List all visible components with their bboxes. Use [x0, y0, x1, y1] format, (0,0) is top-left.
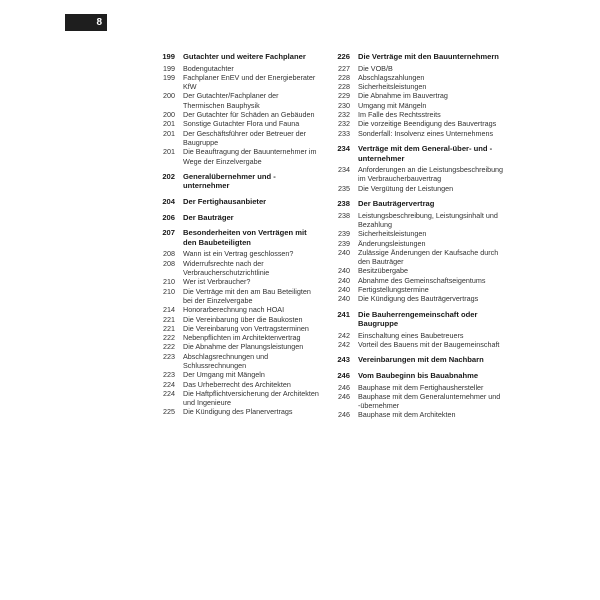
- toc-sub-entry: [155, 352, 320, 371]
- toc-page-number: 234: [337, 143, 350, 153]
- toc-entry-title: Vorteil des Bauens mit der Baugemeinschaft: [358, 340, 500, 350]
- toc-sub-entry: [155, 277, 320, 286]
- toc-entry-title: Die Bauherrengemeinschaft oder Baugruppe: [358, 309, 478, 329]
- toc-entry-title: Anforderungen an die Leistungsbeschreibung im Verbraucherbauvertrag: [358, 165, 504, 184]
- toc-page-number: 210: [163, 277, 175, 287]
- toc-entry-title: Sonstige Gutachter Flora und Fauna: [183, 119, 300, 129]
- toc-sub-entry: [330, 129, 505, 138]
- toc-sub-entry: [330, 64, 505, 73]
- toc-sub-entry: [155, 315, 320, 324]
- toc-entry-title: Zulässige Änderungen der Kaufsache durch den Bauträger: [358, 247, 499, 267]
- toc-entry-title: Sicherheitsleistungen: [358, 229, 427, 239]
- toc-page-number: 239: [338, 229, 350, 239]
- toc-page-number: 228: [338, 82, 350, 92]
- toc-entry-title: Der Gutachter für Schäden an Gebäuden: [183, 110, 315, 120]
- toc-entry-title: Die Verträge mit den am Bau Beteiligten bei der Einzelvergabe: [183, 286, 311, 305]
- toc-page-number: 240: [338, 275, 350, 285]
- toc-page-number: 200: [163, 91, 175, 101]
- page-number: 8: [96, 17, 102, 28]
- toc-chapter-entry: [155, 228, 320, 247]
- toc-page-number: 210: [163, 286, 175, 296]
- toc-page-number: 208: [163, 249, 175, 259]
- toc-page-number: 214: [163, 305, 175, 315]
- toc-entry-title: Sonderfall: Insolvenz eines Unternehmens: [358, 128, 494, 138]
- toc-sub-entry: [330, 410, 505, 419]
- toc-entry-title: Sicherheitsleistungen: [358, 82, 427, 92]
- toc-sub-entry: [330, 294, 505, 303]
- toc-entry-title: Besitzübergabe: [358, 266, 408, 276]
- toc-sub-entry: [330, 248, 505, 267]
- toc-right-column: [330, 52, 505, 420]
- toc-chapter-entry: [330, 371, 505, 381]
- toc-sub-entry: [155, 407, 320, 416]
- toc-sub-entry: [155, 147, 320, 166]
- toc-page-number: 221: [163, 323, 175, 333]
- toc-page-number: 201: [163, 119, 175, 129]
- toc-sub-entry: [330, 392, 505, 411]
- toc-page-number: 232: [338, 110, 350, 120]
- toc-sub-entry: [330, 276, 505, 285]
- toc-page-number: 223: [163, 351, 175, 361]
- toc-page-number: 246: [338, 382, 350, 392]
- toc-entry-title: Generalübernehmer und -unternehmer: [183, 171, 276, 191]
- toc-sub-entry: [330, 266, 505, 275]
- toc-entry-title: Besonderheiten von Verträgen mit den Baubeteiligten: [183, 228, 307, 247]
- toc-sub-entry: [155, 129, 320, 148]
- toc-page-number: 230: [338, 100, 350, 110]
- toc-chapter-entry: [330, 52, 505, 62]
- toc-sub-entry: [155, 91, 320, 110]
- toc-entry-title: Der Bauträgervertrag: [358, 199, 435, 209]
- toc-entry-title: Die Abnahme der Planungsleistungen: [183, 342, 304, 352]
- toc-sub-entry: [330, 340, 505, 349]
- toc-page-number: 221: [163, 314, 175, 324]
- toc-sub-entry: [330, 91, 505, 100]
- toc-sub-entry: [330, 184, 505, 193]
- toc-entry-title: Änderungsleistungen: [358, 238, 426, 248]
- toc-page-number: 222: [163, 342, 175, 352]
- toc-sub-entry: [155, 333, 320, 342]
- toc-page-number: 207: [162, 228, 175, 238]
- toc-entry-title: Vom Baubeginn bis Bauabnahme: [358, 370, 479, 380]
- toc-entry-title: Die Verträge mit den Bauunternehmern: [358, 52, 499, 61]
- toc-page-number: 202: [162, 171, 175, 181]
- toc-chapter-entry: [155, 213, 320, 223]
- toc-sub-entry: [155, 249, 320, 258]
- toc-sub-entry: [155, 64, 320, 73]
- toc-page-number: 199: [163, 63, 175, 73]
- toc-chapter-entry: [155, 197, 320, 207]
- toc-page-number: 239: [338, 238, 350, 248]
- toc-page-number: 199: [162, 52, 175, 61]
- toc-chapter-entry: [330, 144, 505, 163]
- toc-sub-entry: [330, 229, 505, 238]
- toc-entry-title: Leistungsbeschreibung, Leistungsinhalt und Bezahlung: [358, 210, 498, 229]
- toc-page-number: 246: [338, 391, 350, 401]
- toc-page-number: 234: [338, 165, 350, 175]
- toc-page-number: 229: [338, 91, 350, 101]
- toc-page-number: 199: [163, 72, 175, 82]
- toc-sub-entry: [330, 73, 505, 82]
- page-number-badge: [65, 14, 107, 31]
- toc-entry-title: Die VOB/B: [358, 63, 393, 73]
- toc-entry-title: Die Abnahme im Bauvertrag: [358, 91, 448, 101]
- toc-entry-title: Das Urheberrecht des Architekten: [183, 379, 291, 389]
- toc-entry-title: Fertigstellungstermine: [358, 285, 429, 295]
- toc-sub-entry: [330, 165, 505, 184]
- toc-page-number: 242: [338, 340, 350, 350]
- toc-sub-entry: [155, 380, 320, 389]
- toc-page-number: 238: [338, 210, 350, 220]
- toc-entry-title: Die Vereinbarung über die Baukosten: [183, 314, 303, 324]
- toc-entry-title: Umgang mit Mängeln: [358, 100, 427, 110]
- toc-sub-entry: [155, 73, 320, 92]
- toc-entry-title: Einschaltung eines Baubetreuers: [358, 330, 464, 340]
- toc-sub-entry: [155, 110, 320, 119]
- toc-page-number: 201: [163, 147, 175, 157]
- toc-entry-title: Wer ist Verbraucher?: [183, 277, 251, 287]
- toc-page-number: 240: [338, 247, 350, 257]
- toc-page-number: 246: [338, 410, 350, 420]
- toc-entry-title: Die Kündigung des Planervertrags: [183, 407, 293, 417]
- toc-entry-title: Nebenpflichten im Architektenvertrag: [183, 333, 301, 343]
- toc-page-number: 222: [163, 333, 175, 343]
- toc-page-number: 235: [338, 183, 350, 193]
- toc-entry-title: Der Bauträger: [183, 212, 234, 222]
- toc-sub-entry: [330, 82, 505, 91]
- toc-entry-title: Der Geschäftsführer oder Betreuer der Baugruppe: [183, 128, 307, 147]
- toc-entry-title: Widerrufsrechte nach der Verbraucherschutzrichtlinie: [183, 258, 270, 278]
- toc-entry-title: Wann ist ein Vertrag geschlossen?: [183, 249, 294, 259]
- toc-entry-title: Die Kündigung des Bauträgervertrags: [358, 294, 479, 304]
- toc-entry-title: Verträge mit dem General-über- und -unternehmer: [358, 143, 493, 163]
- toc-entry-title: Abnahme des Gemeinschaftseigentums: [358, 275, 486, 285]
- toc-sub-entry: [155, 370, 320, 379]
- toc-entry-title: Abschlagszahlungen: [358, 72, 425, 82]
- toc-entry-title: Der Gutachter/Fachplaner der Thermischen Bauphysik: [183, 91, 279, 110]
- toc-sub-entry: [155, 305, 320, 314]
- toc-chapter-entry: [155, 52, 320, 62]
- toc-sub-entry: [155, 342, 320, 351]
- toc-page-number: 240: [338, 294, 350, 304]
- toc-entry-title: Im Falle des Rechtsstreits: [358, 110, 441, 120]
- toc-page-number: 223: [163, 370, 175, 380]
- toc-page-number: 241: [337, 309, 350, 319]
- toc-page-number: 224: [163, 388, 175, 398]
- toc-entry-title: Die Vergütung der Leistungen: [358, 183, 454, 193]
- toc-sub-entry: [330, 101, 505, 110]
- toc-entry-title: Bauphase mit dem Generalunternehmer und -übernehmer: [358, 391, 501, 411]
- toc-page-number: 226: [337, 52, 350, 61]
- toc-chapter-entry: [330, 310, 505, 329]
- toc-left-column: [155, 52, 320, 417]
- toc-sub-entry: [155, 119, 320, 128]
- toc-sub-entry: [155, 259, 320, 278]
- toc-page-number: 238: [337, 199, 350, 209]
- toc-page-number: 204: [162, 197, 175, 207]
- toc-entry-title: Vereinbarungen mit dem Nachbarn: [358, 355, 484, 365]
- toc-entry-title: Der Fertighausanbieter: [183, 197, 267, 207]
- toc-entry-title: Honorarberechnung nach HOAI: [183, 305, 285, 315]
- toc-entry-title: Bauphase mit dem Fertighaushersteller: [358, 382, 484, 392]
- toc-chapter-entry: [330, 355, 505, 365]
- toc-sub-entry: [330, 211, 505, 230]
- toc-entry-title: Gutachter und weitere Fachplaner: [183, 52, 306, 61]
- toc-page-number: 206: [162, 212, 175, 222]
- toc-entry-title: Bauphase mit dem Architekten: [358, 410, 456, 420]
- toc-sub-entry: [330, 383, 505, 392]
- toc-entry-title: Bodengutachter: [183, 63, 234, 73]
- toc-sub-entry: [155, 287, 320, 306]
- toc-chapter-entry: [330, 199, 505, 209]
- toc-sub-entry: [155, 389, 320, 408]
- toc-page-number: 224: [163, 379, 175, 389]
- toc-entry-title: Die Haftpflichtversicherung der Architekten und Ingenieure: [183, 388, 319, 408]
- toc-sub-entry: [155, 324, 320, 333]
- toc-page-number: 242: [338, 330, 350, 340]
- toc-page-number: 240: [338, 266, 350, 276]
- toc-page-number: 208: [163, 258, 175, 268]
- toc-page-number: 225: [163, 407, 175, 417]
- toc-entry-title: Abschlagsrechnungen und Schlussrechnungen: [183, 351, 269, 370]
- toc-page-number: 246: [337, 370, 350, 380]
- toc-sub-entry: [330, 239, 505, 248]
- toc-page-number: 233: [338, 128, 350, 138]
- toc-sub-entry: [330, 119, 505, 128]
- toc-page-number: 243: [337, 355, 350, 365]
- toc-page-number: 227: [338, 63, 350, 73]
- toc-page-number: 228: [338, 72, 350, 82]
- toc-entry-title: Die Beauftragung der Bauunternehmer im Wege der Einzelvergabe: [183, 147, 317, 166]
- toc-page-number: 200: [163, 110, 175, 120]
- toc-sub-entry: [330, 110, 505, 119]
- toc-entry-title: Die vorzeitige Beendigung des Bauvertrags: [358, 119, 497, 129]
- toc-entry-title: Fachplaner EnEV und der Energieberater KfW: [183, 72, 316, 92]
- toc-page-number: 240: [338, 285, 350, 295]
- toc-sub-entry: [330, 285, 505, 294]
- toc-entry-title: Die Vereinbarung von Vertragsterminen: [183, 323, 309, 333]
- toc-entry-title: Der Umgang mit Mängeln: [183, 370, 265, 380]
- toc-chapter-entry: [155, 172, 320, 191]
- toc-page-number: 232: [338, 119, 350, 129]
- toc-page-number: 201: [163, 128, 175, 138]
- toc-sub-entry: [330, 331, 505, 340]
